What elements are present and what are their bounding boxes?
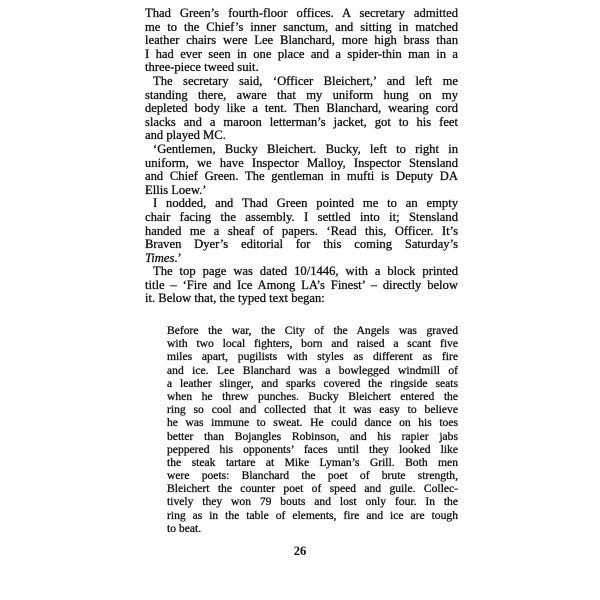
quote-paragraph — [167, 324, 458, 535]
text-line: The secretary said, ‘Officer Bleichert,’ and left me — [153, 74, 458, 88]
text-line: Braven Dyer’s editorial for this coming Saturday’s — [145, 238, 458, 252]
text-line: I nodded, and Thad Green pointed me to an empty — [153, 197, 458, 211]
text-line: I had ever seen in one place and a spider-thin man in a — [145, 47, 458, 61]
text-line: it. Below that, the typed text began: — [145, 292, 325, 306]
text-line: depleted body like a tent. Then Blanchard, wearing cord — [145, 102, 458, 116]
text-line: tively they won 79 bouts and lost only four. In the — [167, 495, 458, 509]
text-line: the steak tartare at Mike Lyman’s Grill. Both men — [167, 455, 458, 469]
text-line: Thad Green’s fourth-floor offices. A secretary admitted — [145, 7, 458, 20]
text-line: were poets: Blanchard the poet of brute strength, — [167, 469, 458, 483]
text-line: and Chief Green. The gentleman in mufti is Deputy DA — [145, 170, 458, 184]
text-line: chair facing the assembly. I settled into it; Stensland — [145, 210, 458, 224]
text-line: Bleichert the counter poet of speed and guile. Collec- — [167, 482, 458, 496]
text-line: three-piece tweed suit. — [145, 61, 259, 75]
text-line: handed me a sheaf of papers. ‘Read this, Officer. It’s — [145, 224, 458, 238]
text-line: he was immune to sweat. He could dance on his toes — [167, 416, 458, 430]
text-line: ‘Gentlemen, Bucky Bleichert. Bucky, left to right in — [153, 142, 458, 156]
text-line — [145, 252, 458, 266]
text-line: miles apart, pugilists with styles as different as fire — [167, 350, 458, 364]
text-line: when he threw punches. Bucky Bleichert entered the — [167, 389, 458, 403]
text-line: peppered his opponents’ faces until they looked like — [167, 442, 458, 456]
text-line: title – ‘Fire and Ice Among LA’s Finest’ – directly below — [145, 278, 458, 292]
paragraph — [145, 143, 458, 197]
paragraph — [145, 197, 458, 265]
text-line: The top page was dated 10/1446, with a block printed — [153, 265, 458, 279]
text-line: a leather slinger, and sparks covered the ringside seats — [167, 376, 458, 390]
text-line: ring as in the table of elements, fire and ice are tough — [167, 508, 458, 522]
paragraph — [145, 75, 458, 143]
text-line: and ice. Lee Blanchard was a bowlegged windmill of — [167, 363, 458, 377]
body-text — [145, 7, 458, 306]
text-line: Before the war, the City of the Angels was graved — [167, 324, 458, 337]
emphasized-text: Times — [145, 251, 175, 265]
text-line: better than Bojangles Robinson, and his rapier jabs — [167, 429, 458, 443]
paragraph — [145, 7, 458, 75]
text-line: Ellis Loew.’ — [145, 183, 207, 197]
text-line: and played MC. — [145, 129, 226, 143]
text-line: standing there, aware that my uniform hung on my — [145, 88, 458, 102]
page-number: 26 — [293, 544, 307, 558]
text-line: uniform, we have Inspector Malloy, Inspector Stensland — [145, 156, 458, 170]
text-line: ring so cool and collected that it was easy to believe — [167, 403, 458, 417]
text-line: slacks and a maroon letterman’s jacket, got to his feet — [145, 115, 458, 129]
text-line: leather chairs were Lee Blanchard, more high brass than — [145, 34, 458, 48]
text-line: me to the Chief’s inner sanctum, and sitting in matched — [145, 20, 458, 34]
text-line: to beat. — [167, 521, 202, 535]
block-quote — [167, 324, 458, 535]
paragraph — [145, 265, 458, 306]
text-segment: .’ — [174, 251, 182, 265]
text-line: with two local fighters, born and raised a scant five — [167, 337, 458, 351]
